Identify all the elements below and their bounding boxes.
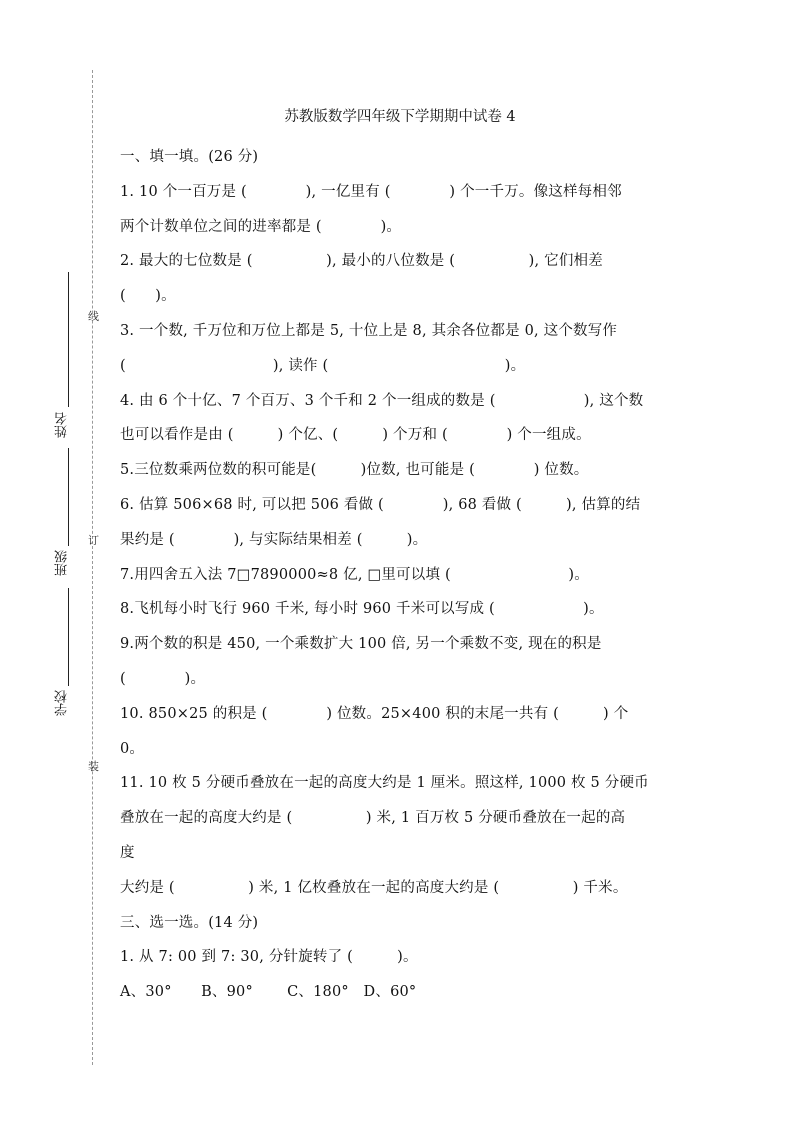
question-line: ( )。	[120, 670, 206, 687]
question-line: 1. 10 个一百万是 ( ), 一亿里有 ( ) 个一千万。像这样每相邻	[120, 183, 622, 200]
question-line: 8.飞机每小时飞行 960 千米, 每小时 960 千米可以写成 ( )。	[120, 601, 604, 618]
question-line: 度	[120, 844, 135, 861]
exam-title: 苏教版数学四年级下学期期中试卷 4	[284, 109, 516, 125]
section-heading-choice: 三、选一选。(14 分)	[120, 914, 259, 931]
question-line: 两个计数单位之间的进率都是 ( )。	[120, 218, 402, 235]
question-line: 也可以看作是由 ( ) 个亿、( ) 个万和 ( ) 个一组成。	[120, 427, 591, 444]
question-line: 1. 从 7: 00 到 7: 30, 分针旋转了 ( )。	[120, 949, 418, 966]
class-rule	[68, 448, 69, 546]
question-line: 大约是 ( ) 米, 1 亿枚叠放在一起的高度大约是 ( ) 千米。	[120, 879, 628, 896]
answer-options: A、30° B、90° C、180° D、60°	[120, 984, 417, 1001]
binding-char-install: 装	[88, 760, 99, 773]
question-line: 6. 估算 506×68 时, 可以把 506 看做 ( ), 68 看做 ( ), 估算的结	[120, 496, 641, 513]
exam-content	[120, 140, 682, 1010]
question-line: 10. 850×25 的积是 ( ) 位数。25×400 积的末尾一共有 ( ) 个	[120, 705, 629, 722]
question-line: ( )。	[120, 288, 176, 305]
question-line: 9.两个数的积是 450, 一个乘数扩大 100 倍, 另一个乘数不变, 现在的积是	[120, 636, 602, 653]
binding-char-order: 订	[88, 534, 99, 547]
question-line: 2. 最大的七位数是 ( ), 最小的八位数是 ( ), 它们相差	[120, 253, 603, 270]
question-line: 0。	[120, 740, 145, 757]
school-rule	[68, 588, 69, 686]
school-label: 学校	[55, 690, 70, 716]
question-line: ( ), 读作 ( )。	[120, 357, 526, 374]
question-line: 7.用四舍五入法 7□7890000≈8 亿, □里可以填 ( )。	[120, 566, 589, 583]
student-name-rule	[68, 272, 69, 407]
student-name-label: 姓名	[55, 412, 70, 438]
question-line: 5.三位数乘两位数的积可能是( )位数, 也可能是 ( ) 位数。	[120, 462, 589, 479]
binding-char-line: 线	[88, 310, 99, 323]
question-line: 叠放在一起的高度大约是 ( ) 米, 1 百万枚 5 分硬币叠放在一起的高	[120, 810, 626, 827]
question-line: 4. 由 6 个十亿、7 个百万、3 个千和 2 个一组成的数是 ( ), 这个数	[120, 392, 644, 409]
section-heading-fill: 一、填一填。(26 分)	[120, 149, 259, 165]
class-label: 班级	[55, 550, 70, 576]
binding-dashed-line	[92, 70, 93, 1065]
question-line: 11. 10 枚 5 分硬币叠放在一起的高度大约是 1 厘米。照这样, 1000 枚 5 分硬币	[120, 775, 649, 792]
question-line: 果约是 ( ), 与实际结果相差 ( )。	[120, 531, 428, 548]
question-line: 3. 一个数, 千万位和万位上都是 5, 十位上是 8, 其余各位都是 0, 这个数写作	[120, 322, 618, 339]
